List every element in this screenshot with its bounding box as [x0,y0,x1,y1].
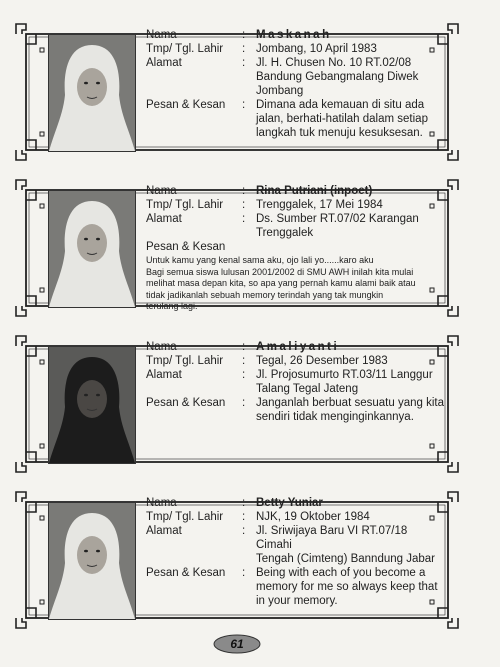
address-value: Jl. H. Chusen No. 10 RT.02/08 Bandung Gebangmalang Diwek Jombang [256,57,419,97]
person-name: Amaliyanti [256,341,340,353]
person-name: Rina Putriani (inpoet) [256,185,373,197]
name-label: Nama [146,29,177,41]
profile-photo [48,190,136,308]
birth-label: Tmp/ Tgl. Lahir [146,199,224,211]
person-name: Maskanah [256,29,332,41]
profile-photo [48,502,136,620]
profile-card [14,22,460,162]
page-number: 61 [230,637,244,651]
profile-card [14,490,460,630]
birth-value: Jombang, 10 April 1983 [256,43,377,55]
address-label: Alamat [146,57,182,69]
profile-card [14,334,460,474]
profile-photo [48,346,136,464]
page-number-badge [213,634,261,654]
message-value: Dimana ada kemauan di situ ada jalan, berhati-hatilah dalam setiap langkah tuk menuju kesuksesan. [256,99,428,139]
address-label: Alamat [146,213,182,225]
person-name: Betty Yuniar [256,497,323,509]
message-label: Pesan & Kesan [146,241,226,253]
message-note: Untuk kamu yang kenal sama aku, ojo lali yo......karo aku Bagi semua siswa lulusan 2001/2002 di SMU AWH inilah kita mulai melihat masa depan kita, so apa yang pernah kamu alami baik atau tidak jadikanlah sebuah memory terindah yang tak mungkin terulang lagi. [146,255,416,311]
birth-label: Tmp/ Tgl. Lahir [146,355,224,367]
birth-value: NJK, 19 Oktober 1984 [256,511,370,523]
message-label: Pesan & Kesan [146,567,226,579]
name-label: Nama [146,497,177,509]
name-label: Nama [146,185,177,197]
address-label: Alamat [146,369,182,381]
name-label: Nama [146,341,177,353]
message-label: Pesan & Kesan [146,397,226,409]
message-label: Pesan & Kesan [146,99,226,111]
address-value: Jl. Projosumurto RT.03/11 Langgur Talang Tegal Jateng [256,369,433,395]
profile-card [14,178,460,318]
message-value: Being with each of you become a memory for me so always keep that in your memory. [256,567,438,607]
birth-value: Trenggalek, 17 Mei 1984 [256,199,383,211]
profile-photo [48,34,136,152]
address-value: Jl. Sriwijaya Baru VI RT.07/18 Cimahi Tengah (Cimteng) Banndung Jabar [256,525,436,565]
profile-fields: Nama : Maskanah Tmp/ Tgl. Lahir : Jombang, 10 April 1983 Alamat : Jl. H. Chusen No. 10 RT.02/08 Bandung Gebangmalang Diwek Jombang Pesan & Kesan : Dimana ada kemauan di situ ada jalan, berhati-hatilah dalam setiap langkah tuk menuju kesuksesan. [146,28,446,140]
profile-fields: Nama : Amaliyanti Tmp/ Tgl. Lahir : Tegal, 26 Desember 1983 Alamat : Jl. Projosumurto RT.03/11 Langgur Talang Tegal Jateng Pesan & Kesan : Janganlah berbuat sesuatu yang kita sendiri tidak menginginkannya. [146,340,446,424]
profile-fields: Nama : Betty Yuniar Tmp/ Tgl. Lahir : NJK, 19 Oktober 1984 Alamat : Jl. Sriwijaya Baru VI RT.07/18 Cimahi Tengah (Cimteng) Banndung Jabar Pesan & Kesan : Being with each of you become a memory for me so always keep that in your memory. [146,496,446,608]
profile-fields: Nama : Rina Putriani (inpoet) Tmp/ Tgl. Lahir : Trenggalek, 17 Mei 1984 Alamat : Ds. Sumber RT.07/02 Karangan Trenggalek Pesan & Kesan Untuk kamu yang kenal sama aku, ojo lali yo......karo aku Bagi semua siswa lulusan 2001/2002 di SMU AWH inilah kita mulai melihat masa depan kita, so apa yang pernah kamu alami baik atau tidak jadikanlah sebuah memory terindah yang tak mungkin terulang lagi. [146,184,446,313]
message-value: Janganlah berbuat sesuatu yang kita sendiri tidak menginginkannya. [256,397,444,423]
address-value: Ds. Sumber RT.07/02 Karangan Trenggalek [256,213,419,239]
birth-label: Tmp/ Tgl. Lahir [146,43,224,55]
address-label: Alamat [146,525,182,537]
birth-label: Tmp/ Tgl. Lahir [146,511,224,523]
birth-value: Tegal, 26 Desember 1983 [256,355,388,367]
